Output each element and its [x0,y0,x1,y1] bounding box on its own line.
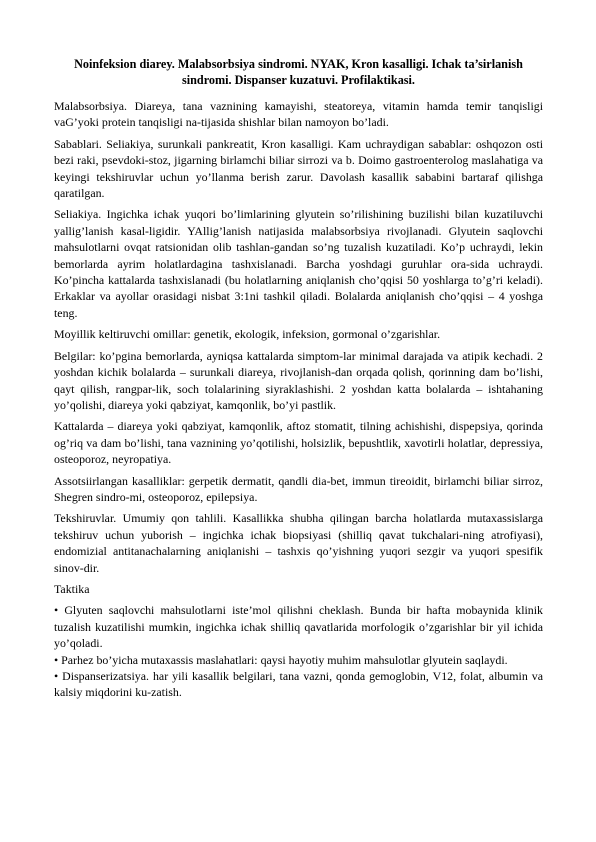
paragraph-taktika-bullet-3: • Dispanserizatsiya. har yili kasallik belgilari, tana vazni, qonda gemoglobin, V12, folat, albumin va kalsiy miqdorini ku-zatish. [54,669,543,700]
paragraph-taktika-bullet-2: • Parhez bo’yicha mutaxassis maslahatlari: qaysi hayotiy muhim mahsulotlar glyutein saqlaydi. [54,652,508,667]
paragraph-sabablari: Sabablari. Seliakiya, surunkali pankreatit, Kron kasalligi. Kam uchraydigan sabablar: oshqozon osti bezi raki, psevdoki-stoz, jigarning birlamchi biliar sirrozi va b. Doimo gastroenterolog maslahatiga va keyingi tekshiruvlar uchun yo’llanma berish zarur. Davolash kasallik sababini bartaraf qilishga qaratilgan. [54,136,543,201]
paragraph-taktika-heading: Taktika [54,581,90,596]
document-title: Noinfeksion diarey. Malabsorbsiya sindromi. NYAK, Kron kasalligi. Ichak ta’sirlanish sindromi. Dispanser kuzatuvi. Profilaktikasi. [74,57,523,87]
paragraph-moyillik: Moyillik keltiruvchi omillar: genetik, ekologik, infeksion, gormonal o’zgarishlar. [54,327,441,342]
paragraph-seliakiya: Seliakiya. Ingichka ichak yuqori bo’limlarining glyutein so’rilishining buzilishi bilan kuzatiluvchi yallig’lanish kasal-ligidir. YAllig’lanish natijasida malabsorbsiya rivojlanadi. Glyutein saqlovchi mahsulotlarni ovqat ratsionidan olib tashlan-gandan so’ng tuzalish kuzatiladi. Ko’p uchraydi, lekin bemorlarda ayrim holatlardagina tashxislanadi. Barcha yoshdagi guruhlar ora-sida uchraydi. Ko’pincha kattalarda tashxislanadi (bu holatlarning aniqlanish cho’qqisi 50 yoshlarga to’g’ri keladi). Erkaklar va ayollar orasidagi nisbat 3:1ni tashkil qiladi. Bolalarda aniqlanish cho’qqisi – 4 yoshga teng. [54,207,543,320]
paragraph-belgilar: Belgilar: ko’pgina bemorlarda, ayniqsa kattalarda simptom-lar minimal darajada va atipik kechadi. 2 yoshdan kichik bolalarda – surunkali diareya, rivojlanish-dan orqada qolish, qorinning dam bo’lishi, qayt qilish, rangpar-lik, soch tolalarining siyraklashishi. 2 yoshdan katta bolalarda – ishtahaning yo’qolishi, diareya yoki qabziyat, kamqonlik, bo’yi pastlik. [54,348,543,412]
paragraph-tekshiruvlar: Tekshiruvlar. Umumiy qon tahlili. Kasallikka shubha qilingan barcha holatlarda mutaxassislarga tekshiruv uchun yuborish – ingichka ichak biopsiyasi (shilliq qavat tukchalari-ning atrofiyasi), endomizial antitanachalarning aniqlanishi – tashxis qo’yishning yuqori sezgir va yuqori spesifik sinov-dir. [54,511,543,575]
paragraph-kattalarda: Kattalarda – diareya yoki qabziyat, kamqonlik, aftoz stomatit, tilning achishishi, dispepsiya, qorinda og’riq va dam bo’lishi, tana vaznining yo’qotilishi, holsizlik, bepushtlik, xavotirli holatlar, depressiya, osteoporoz, neyropatiya. [54,419,543,467]
paragraph-malabsorbsiya: Malabsorbsiya. Diareya, tana vaznining kamayishi, steatoreya, vitamin hamda temir tanqisligi vaG’yoki protein tanqisligi na-tijasida shishlar bilan namoyon bo’ladi. [54,99,543,130]
paragraph-assotsiirlangan: Assotsiirlangan kasalliklar: gerpetik dermatit, qandli dia-bet, immun tireoidit, birlamchi biliar sirroz, Shegren sindro-mi, osteoporoz, epilepsiya. [54,473,543,504]
paragraph-taktika-bullet-1: • Glyuten saqlovchi mahsulotlarni iste’mol qilishni cheklash. Bunda bir hafta mobaynida klinik tuzalish kuzatilishi mumkin, ingichka ichak shilliq qavatlarida morfologik o’zgarishlar bir yil ichida yo’qoladi. [54,603,543,651]
